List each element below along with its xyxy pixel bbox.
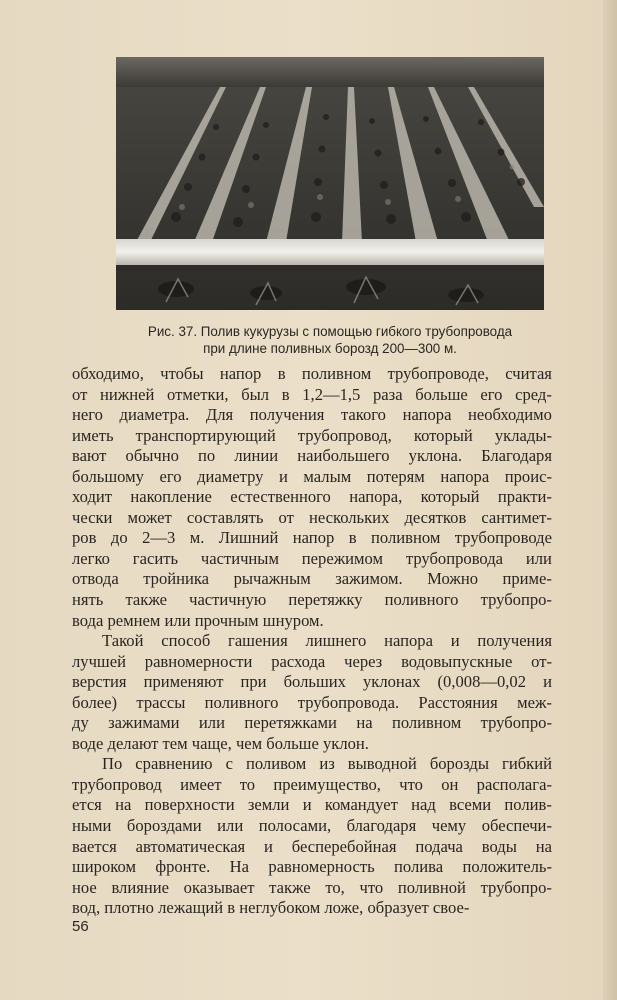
text-line: чески может составлять от нескольких десятков сантимет- bbox=[72, 507, 552, 527]
text-line: отвода тройника рычажным зажимом. Можно приме- bbox=[72, 569, 552, 589]
text-line: вода ремнем или прочным шнуром. bbox=[72, 610, 324, 630]
page-number: 56 bbox=[72, 918, 89, 935]
text-line: обходимо, чтобы напор в поливном трубопроводе, считая bbox=[72, 364, 552, 383]
text-line: ходит накопление естественного напора, который практи- bbox=[72, 487, 552, 507]
text-line: более) трассы поливного трубопровода. Расстояния меж- bbox=[72, 692, 552, 712]
text-line: большому его диаметру и малым потерям напора проис- bbox=[72, 466, 552, 486]
figure-photo-corn-irrigation bbox=[116, 57, 544, 310]
text-line: лучшей равномерности расхода через водовыпускные от- bbox=[72, 651, 552, 671]
text-line: воде делают тем чаще, чем больше уклон. bbox=[72, 733, 369, 753]
text-line: иметь транспортирующий трубопровод, который уклады- bbox=[72, 425, 552, 445]
caption-line: при длине поливных борозд 200—300 м. bbox=[203, 341, 457, 356]
text-line: По сравнению с поливом из выводной борозды гибкий bbox=[102, 754, 552, 774]
text-line: него диаметра. Для получения такого напора необходимо bbox=[72, 405, 552, 425]
body-text bbox=[72, 364, 552, 919]
text-line: ное влияние оказывает также то, что поливной трубопро- bbox=[72, 877, 552, 897]
photo-illustration bbox=[116, 57, 544, 310]
text-line: ными бороздами или полосами, благодаря чему обеспечи- bbox=[72, 816, 552, 836]
text-line: ров до 2—3 м. Лишний напор в поливном трубопроводе bbox=[72, 528, 552, 548]
page-spine-edge bbox=[603, 0, 617, 1000]
figure-caption bbox=[100, 323, 560, 357]
text-line: трубопровод имеет то преимущество, что он располага- bbox=[72, 774, 552, 794]
text-line: вод, плотно лежащий в неглубоком ложе, образует свое- bbox=[72, 898, 470, 918]
text-line: нять также частичную перетяжку поливного трубопро- bbox=[72, 590, 552, 610]
text-line: Такой способ гашения лишнего напора и получения bbox=[102, 631, 552, 651]
text-line: легко гасить частичным пережимом трубопровода или bbox=[72, 548, 552, 568]
text-line: вают обычно по линии наибольшего уклона. Благодаря bbox=[72, 446, 552, 466]
text-line: ду зажимами или перетяжками на поливном трубопро- bbox=[72, 713, 552, 733]
text-line: широком фронте. На равномерность полива положитель- bbox=[72, 857, 552, 877]
caption-line: Рис. 37. Полив кукурузы с помощью гибкого трубопровода bbox=[147, 324, 513, 339]
text-line: верстия применяют при больших уклонах (0,008—0,02 и bbox=[72, 672, 552, 692]
text-line: от нижней отметки, был в 1,2—1,5 раза больше его сред- bbox=[72, 384, 552, 404]
text-line: вается автоматическая и бесперебойная подача воды на bbox=[72, 836, 552, 856]
text-line: ется на поверхности земли и командует над всеми полив- bbox=[72, 795, 552, 815]
